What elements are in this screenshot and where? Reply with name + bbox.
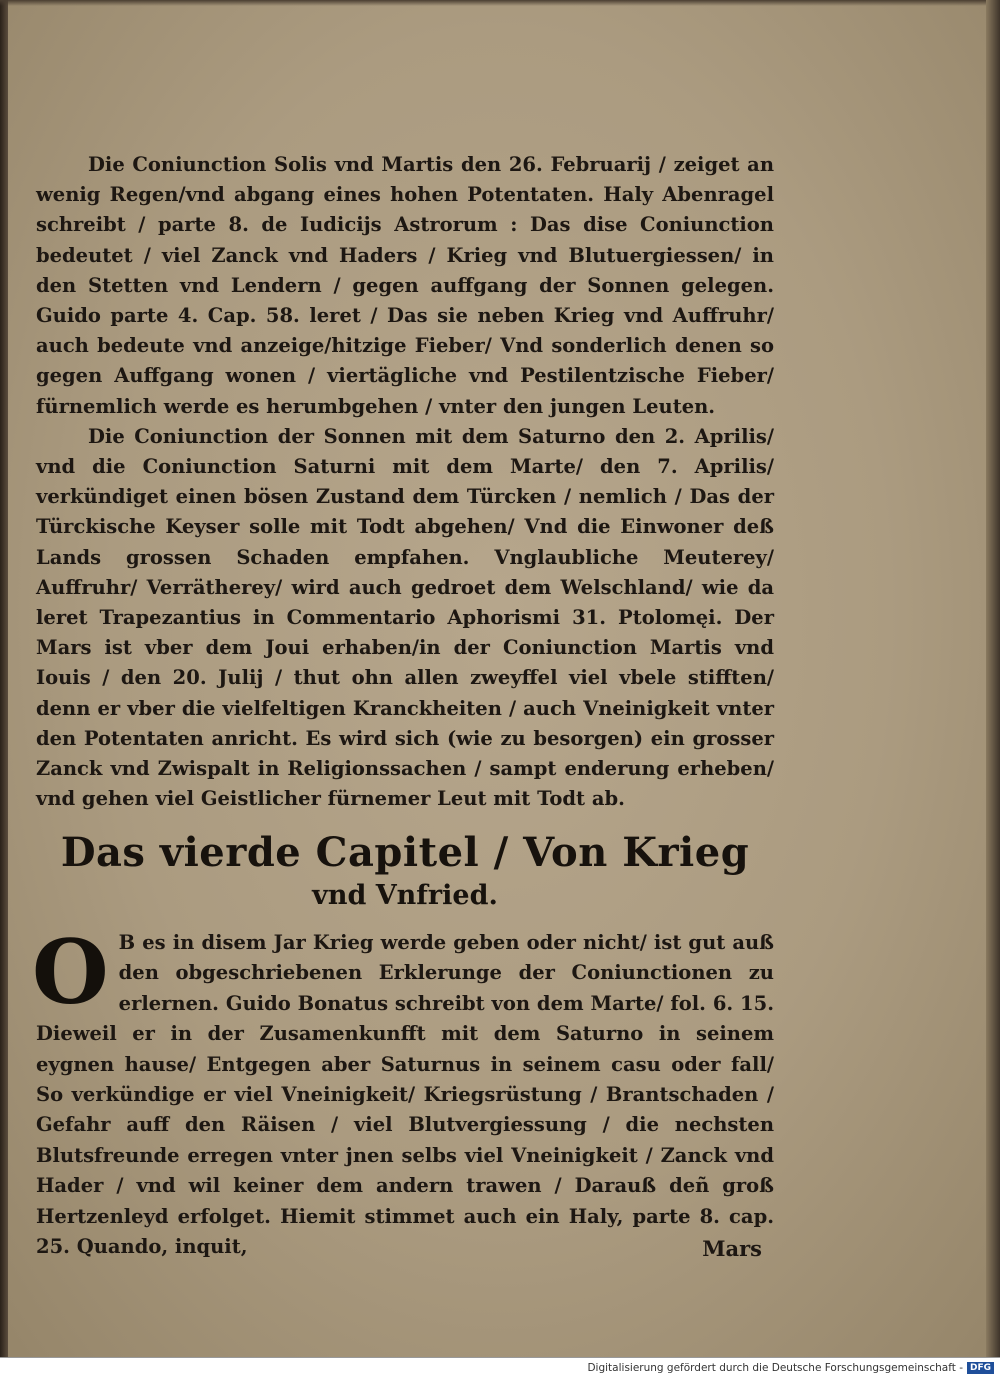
page-edge-left (0, 0, 8, 1357)
paragraph (32, 920, 774, 1262)
body-text-lower (32, 920, 774, 1262)
footer-credit: Digitalisierung gefördert durch die Deutsche Forschungsgemeinschaft - (587, 1361, 963, 1374)
chapter-subtitle: vnd Vnfried. (312, 880, 498, 911)
dfg-logo: DFG (967, 1362, 994, 1374)
page-edge-right (986, 0, 1000, 1357)
paragraph-text: B es in disem Jar Krieg werde geben oder nicht/ ist gut auß den obgeschriebenen Erklerunge der Coniunctionen zu erlernen. Guido Bonatus schreibt von dem Marte/ fol. 6. 15. Dieweil er in der Zusamenkunfft mit dem Saturno in seinem eygnen hause/ Entgegen aber Saturnus in seinem casu oder fall/ So verkündige er viel Vneinigkeit/ Kriegsrüstung / Brantschaden / Gefahr auff den Räisen / viel Blutvergiessung / die nechsten Blutsfreunde erregen vnter jnen selbs viel Vneinigkeit / Zanck vnd Hader / vnd wil keiner dem andern trawen / Darauß deñ groß Hertzenleyd erfolget. Hiemit stimmet auch ein Haly, parte 8. cap. 25. Quando, inquit, (36, 931, 774, 1259)
page-edge-top (0, 0, 1000, 6)
digitization-footer (0, 1357, 1000, 1377)
chapter-title: Das vierde Capitel / Von Krieg (60, 829, 750, 876)
paragraph: Die Coniunction Solis vnd Martis den 26. Februarij / zeiget an wenig Regen/vnd abgang eines hohen Potentaten. Haly Abenragel schreibt / parte 8. de Iudicijs Astrorum : Das dise Coniunction bedeutet / viel Zanck vnd Haders / Krieg vnd Blutuergiessen/ in den Stetten vnd Lendern / gegen auffgang der Sonnen gelegen. Guido parte 4. Cap. 58. leret / Das sie neben Krieg vnd Auffruhr/ auch bedeute vnd anzeige/hitzige Fieber/ Vnd sonderlich denen so gegen Auffgang wonen / viertägliche vnd Pestilentzische Fieber/ fürnemlich werde es herumbgehen / vnter den jungen Leuten. (36, 153, 774, 418)
catchword: Mars (702, 1236, 762, 1261)
paragraph: Die Coniunction der Sonnen mit dem Saturno den 2. Aprilis/ vnd die Coniunction Saturni mit dem Marte/ den 7. Aprilis/ verkündiget einen bösen Zustand dem Türcken / nemlich / Das der Türckische Keyser solle mit Todt abgehen/ Vnd die Einwoner deß Lands grossen Schaden empfahen. Vnglaubliche Meuterey/ Auffruhr/ Verrätherey/ wird auch gedroet dem Welschland/ wie da leret Trapezantius in Commentario Aphorismi 31. Ptolomęi. Der Mars ist vber dem Joui erhaben/in der Coniunction Martis vnd Iouis / den 20. Julij / thut ohn allen zweyffel viel vbele stifften/ denn er vber die vielfeltigen Kranckheiten / auch Vneinigkeit vnter den Potentaten anricht. Es wird sich (wie zu besorgen) ein grosser Zanck vnd Zwispalt in Religionssachen / sampt enderung erheben/ vnd gehen viel Geistlicher fürnemer Leut mit Todt ab. (36, 424, 774, 811)
chapter-heading (36, 828, 774, 914)
body-text-upper (36, 150, 774, 814)
decorated-initial: O (32, 920, 109, 1024)
